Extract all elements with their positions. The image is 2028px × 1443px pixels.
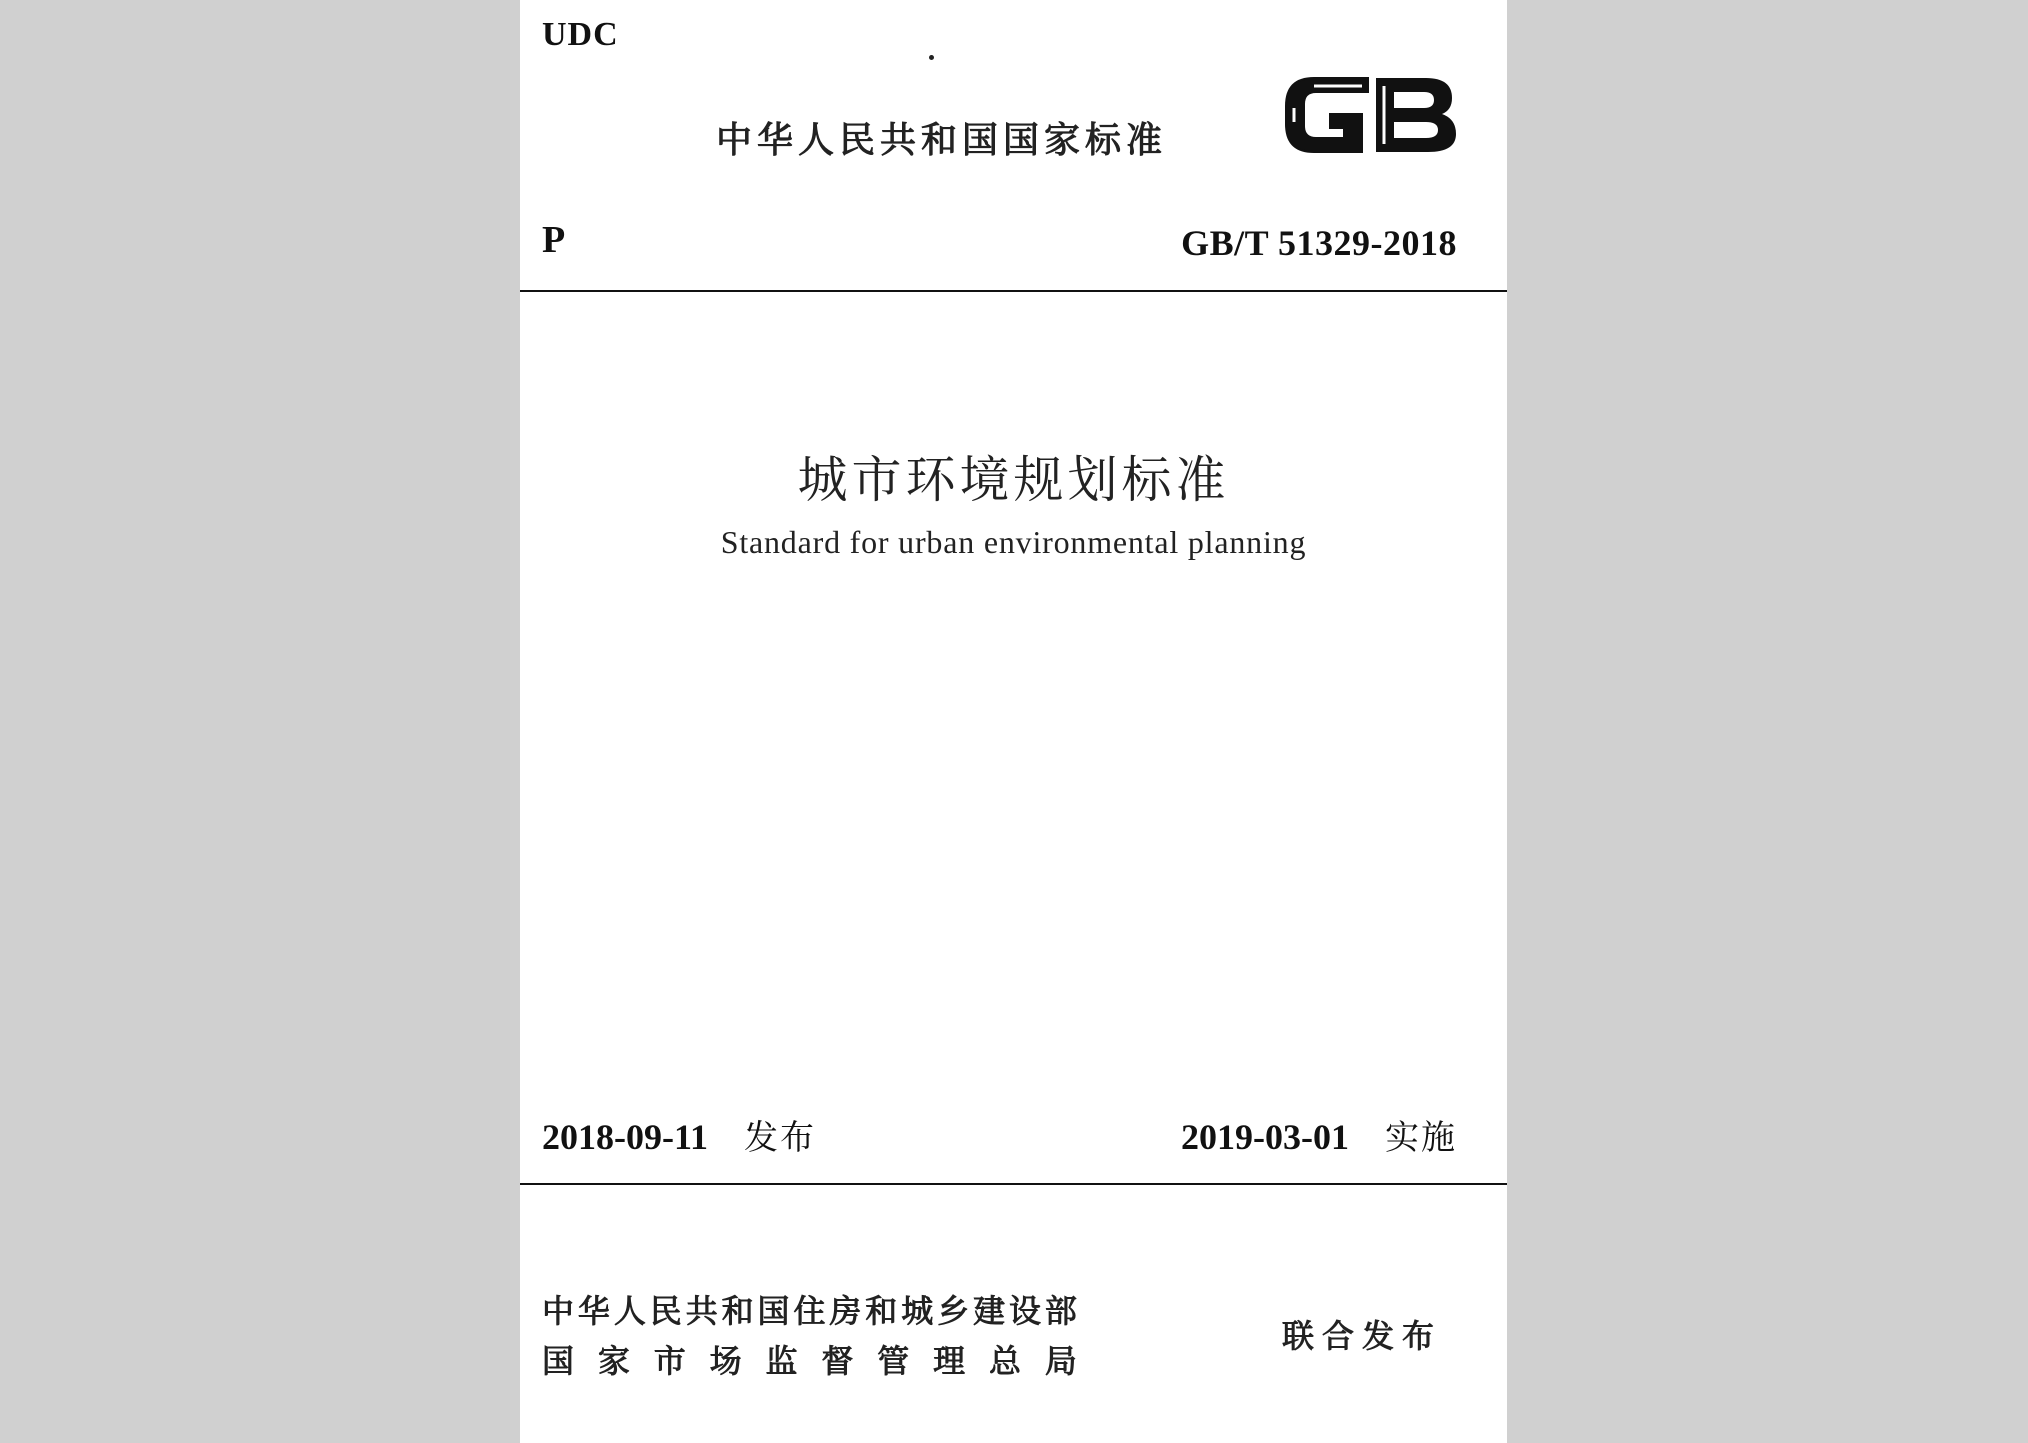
issuer-char: 部 bbox=[1044, 1292, 1077, 1330]
issuer-char: 场 bbox=[709, 1342, 742, 1380]
issuer-char: 民 bbox=[649, 1292, 682, 1330]
issuer-char: 设 bbox=[1008, 1292, 1041, 1330]
issuer-char: 总 bbox=[989, 1342, 1022, 1380]
issuer-char: 城 bbox=[901, 1292, 934, 1330]
issuer-char: 督 bbox=[821, 1342, 854, 1380]
standard-number: GB/T 51329-2018 bbox=[1181, 223, 1457, 263]
joint-issue-label: 联合发布 bbox=[1282, 1317, 1443, 1355]
issuer-ministry-housing bbox=[542, 1286, 1077, 1336]
publish-date: 2018-09-11 bbox=[542, 1117, 708, 1157]
implement-date-block bbox=[1181, 1110, 1457, 1159]
issuer-char: 住 bbox=[793, 1292, 826, 1330]
standard-cover-page bbox=[520, 0, 1507, 1443]
issuer-char: 国 bbox=[542, 1342, 575, 1380]
issuer-char: 管 bbox=[877, 1342, 910, 1380]
issuer-char: 监 bbox=[765, 1342, 798, 1380]
title-english: Standard for urban environmental planning bbox=[720, 524, 1307, 560]
issuer-char: 市 bbox=[653, 1342, 686, 1380]
issuer-char: 和 bbox=[865, 1292, 898, 1330]
issuer-char: 华 bbox=[577, 1292, 610, 1330]
scan-speck bbox=[929, 55, 934, 60]
issuer-char: 乡 bbox=[937, 1292, 970, 1330]
issuer-char: 和 bbox=[721, 1292, 754, 1330]
category-code: P bbox=[542, 219, 566, 261]
udc-label: UDC bbox=[542, 16, 619, 53]
issuer-char: 共 bbox=[685, 1292, 718, 1330]
issuing-authorities bbox=[542, 1286, 1077, 1386]
issuer-char: 局 bbox=[1044, 1342, 1077, 1380]
publish-label: 发布 bbox=[744, 1118, 816, 1158]
national-standard-heading: 中华人民共和国国家标准 bbox=[716, 120, 1168, 161]
publish-date-block bbox=[542, 1110, 816, 1159]
issuer-market-regulation bbox=[542, 1336, 1077, 1386]
issuer-char: 中 bbox=[542, 1292, 575, 1330]
top-divider bbox=[520, 290, 1507, 292]
implement-label: 实施 bbox=[1385, 1118, 1457, 1158]
implement-date: 2019-03-01 bbox=[1181, 1117, 1349, 1157]
title-chinese: 城市环境规划标准 bbox=[797, 451, 1230, 509]
bottom-divider bbox=[520, 1183, 1507, 1185]
gb-logo-icon bbox=[1276, 64, 1466, 164]
issuer-char: 建 bbox=[973, 1292, 1006, 1330]
issuer-char: 房 bbox=[829, 1292, 862, 1330]
issuer-char: 人 bbox=[613, 1292, 646, 1330]
issuer-char: 理 bbox=[933, 1342, 966, 1380]
issuer-char: 家 bbox=[597, 1342, 630, 1380]
issuer-char: 国 bbox=[757, 1292, 790, 1330]
